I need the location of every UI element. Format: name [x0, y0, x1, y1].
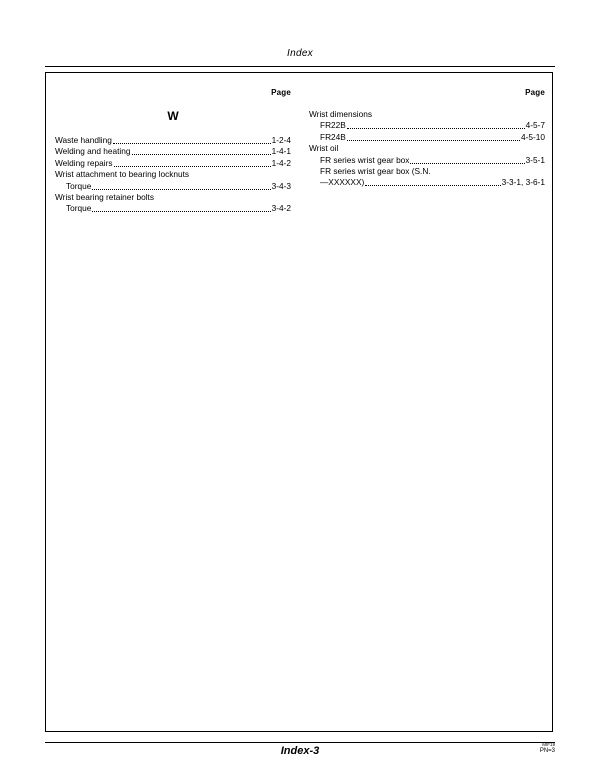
index-entry: [55, 146, 291, 157]
index-entry-page: 3-4-2: [271, 203, 291, 214]
index-entry-text: FR22B: [320, 120, 346, 131]
index-entry-page: 3-5-1: [525, 154, 545, 165]
index-entry: [55, 203, 291, 214]
column-page-label: Page: [271, 88, 291, 97]
index-entry-text: —XXXXXX): [320, 177, 365, 188]
index-column-right: [309, 88, 545, 215]
index-entry-text: FR24B: [320, 131, 346, 142]
index-entry-page: 3-4-3: [271, 180, 291, 191]
index-entry-text: Waste handling: [55, 135, 112, 145]
leader-dots: [113, 142, 271, 144]
index-entry-text: Torque: [66, 180, 92, 191]
leader-dots: [365, 184, 500, 186]
footer-code-line-2: PN=3: [539, 748, 555, 754]
index-columns: [55, 88, 545, 215]
index-entry-heading: Wrist bearing retainer bolts: [55, 192, 154, 203]
leader-dots: [92, 188, 270, 190]
index-entry-text: Welding and heating: [55, 146, 131, 157]
leader-dots: [347, 139, 520, 141]
letter-section-heading: W: [167, 109, 179, 123]
footer-code: [540, 742, 555, 754]
index-entry-heading: Wrist dimensions: [309, 109, 373, 119]
leader-dots: [347, 127, 525, 129]
index-entry: [55, 135, 291, 146]
leader-dots: [132, 153, 271, 155]
index-entry: [55, 181, 291, 192]
index-entry-page: 4-5-10: [521, 131, 545, 142]
index-entry: [309, 177, 545, 188]
page-header-title: Index: [287, 48, 313, 59]
index-entry: [309, 155, 545, 166]
page-footer-title: Index-3: [280, 745, 320, 757]
leader-dots: [410, 162, 524, 164]
index-entry-page: 1-4-2: [271, 157, 291, 168]
leader-dots: [92, 210, 270, 212]
index-entry-text: Torque: [66, 203, 92, 214]
index-entry: [309, 120, 545, 131]
index-column-left: [55, 88, 291, 215]
index-entry-page: 1-4-1: [271, 146, 291, 157]
index-entry-page: 4-5-7: [525, 120, 545, 131]
index-entry-text: Welding repairs: [55, 157, 113, 168]
index-entry-heading: Wrist oil: [309, 143, 339, 154]
footer-code-line-1: MIF19: [542, 742, 555, 747]
footer-divider: [45, 742, 555, 743]
index-entry-heading: Wrist attachment to bearing locknuts: [55, 169, 190, 180]
index-entry: [55, 158, 291, 169]
leader-dots: [114, 165, 271, 167]
header-divider: [45, 66, 555, 67]
index-entry-text: FR series wrist gear box: [320, 154, 410, 165]
index-entry: [309, 132, 545, 143]
index-entry-page: 3-3-1, 3-6-1: [501, 177, 545, 188]
index-entry-heading: FR series wrist gear box (S.N.: [320, 166, 431, 177]
index-entry-page: 1-2-4: [271, 135, 291, 145]
column-page-label: Page: [525, 88, 545, 97]
